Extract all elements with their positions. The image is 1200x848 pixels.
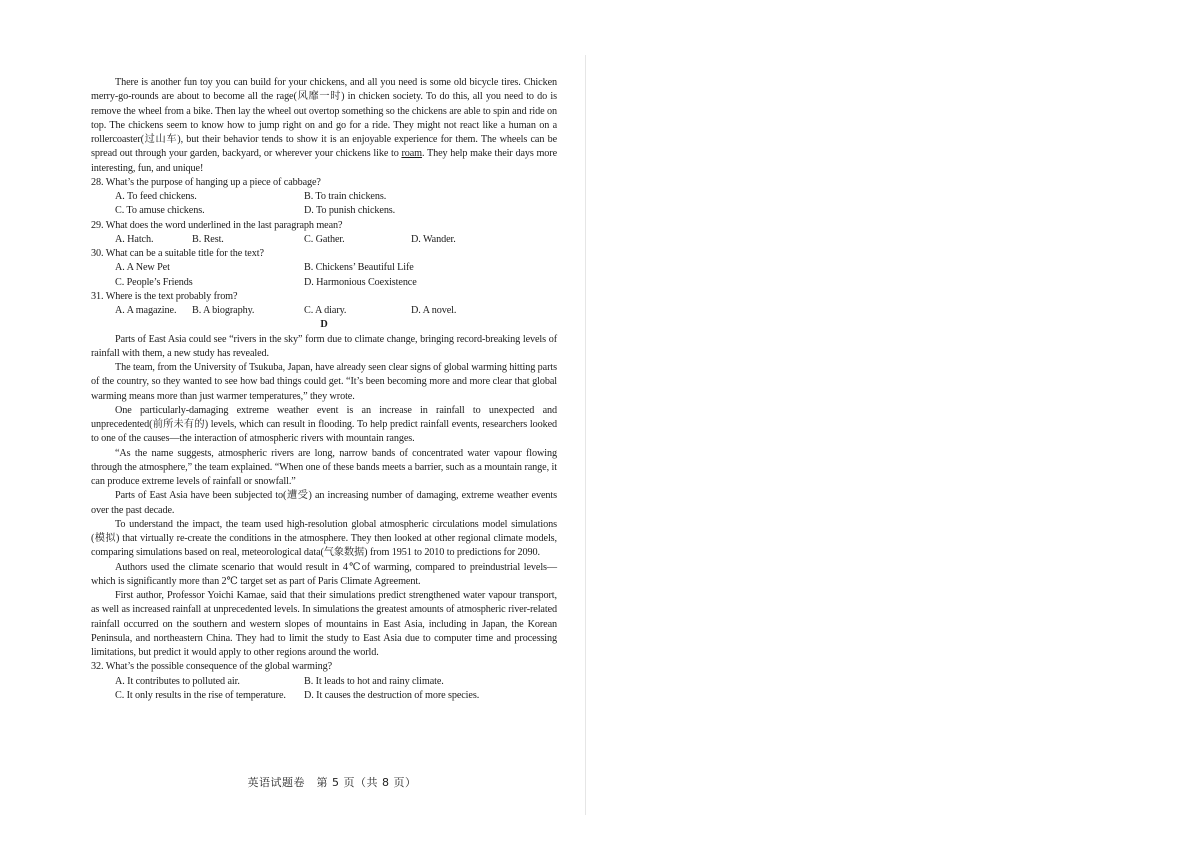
passage-d-paragraph: To understand the impact, the team used high-resolution global atmospheric circulations model simulations (模拟) that virtually re-create the conditions in the atmosphere. They then looked at other regional climate models, comparing simulations based on real, meteorological data(气象数据) from 1951 to 2010 to predictions for 2090.	[91, 518, 557, 559]
options-row	[91, 276, 557, 290]
options-row	[91, 233, 557, 247]
option-a: A. A New Pet	[115, 262, 170, 274]
option-d: D. Harmonious Coexistence	[304, 276, 417, 288]
question-stem: 28. What’s the purpose of hanging up a piece of cabbage?	[91, 176, 321, 188]
underlined-word: roam	[401, 148, 422, 160]
option-b: B. It leads to hot and rainy climate.	[304, 675, 444, 687]
option-a: A. Hatch.	[115, 233, 154, 245]
option-b: B. Rest.	[192, 233, 224, 245]
question-stem: 29. What does the word underlined in the last paragraph mean?	[91, 219, 343, 231]
paragraph-text: There is another fun toy you can build for your chickens, and all you need is some old bicycle tires. Chicken merry-go-rounds are about to become all the rage(风靡一时) in chicken society. To do this, all you need to do is remove the wheel from a bike. Then lay the wheel out overtop something so the chickens are able to spin and ride on top. The chickens seem to know how to jump right on and go for a ride. They might not react like a human on a rollercoaster(过山车), but their behavior tends to show it is an enjoyable experience for them. The wheels can be spread out through your garden, backyard, or wherever your chickens like to	[91, 77, 557, 160]
paragraph-text: . They help make their days more interesting, fun, and unique!	[91, 148, 557, 174]
option-b: B. Chickens’ Beautiful Life	[304, 262, 414, 274]
text-column	[91, 76, 557, 703]
option-b: B. A biography.	[192, 305, 255, 316]
section-heading: D	[320, 319, 328, 331]
option-a: A. A magazine.	[115, 305, 177, 316]
option-d: D. It causes the destruction of more species.	[304, 689, 480, 701]
passage-d-paragraph: Parts of East Asia have been subjected to(遭受) an increasing number of damaging, extreme weather events over the past decade.	[91, 490, 557, 516]
page-footer: 英语试题卷 第 5 页（共 8 页）	[247, 776, 417, 789]
options-row	[91, 304, 557, 318]
passage-d-paragraph: First author, Professor Yoichi Kamae, said that their simulations predict strengthened water vapour transport, as well as increased rainfall at unprecedented levels. In simulations the greatest amounts of atmospheric river-related rainfall occurred on the southern and western slopes of mountains in East Asia, including in Japan, the Korean Peninsula, and northeastern China. They had to limit the study to East Asia due to computer time and processing limitations, but predict it would apply to other regions around the world.	[91, 590, 557, 658]
page-fold-line	[585, 55, 586, 815]
passage-d-paragraph: The team, from the University of Tsukuba, Japan, have already seen clear signs of global warming hitting parts of the country, so they wanted to see how bad things could get. “It’s been becoming more and more clear that global warming means more than just warmer temperatures,” they wrote.	[91, 362, 557, 402]
option-d: D. To punish chickens.	[304, 205, 396, 217]
option-c: C. A diary.	[304, 305, 347, 316]
passage-d-paragraph: One particularly-damaging extreme weather event is an increase in rainfall to unexpected and unprecedented(前所未有的) levels, which can result in flooding. To help predict rainfall events, researchers looked to one of the causes—the interaction of atmospheric rivers with mountain ranges.	[91, 404, 557, 445]
question-stem: 32. What’s the possible consequence of the global warming?	[91, 661, 332, 673]
passage-d-paragraph: “As the name suggests, atmospheric rivers are long, narrow bands of concentrated water vapour flowing through the atmosphere,” the team explained. “When one of these bands meets a barrier, such as a mountain range, it can produce extreme levels of rainfall or snowfall.”	[91, 447, 557, 487]
question-stem: 30. What can be a suitable title for the text?	[91, 248, 264, 259]
options-row	[91, 689, 557, 703]
option-c: C. Gather.	[304, 233, 345, 245]
option-a: A. It contributes to polluted air.	[115, 675, 240, 687]
option-b: B. To train chickens.	[304, 191, 387, 202]
options-row	[91, 204, 557, 218]
question-stem: 31. Where is the text probably from?	[91, 290, 238, 302]
option-d: D. Wander.	[411, 233, 456, 245]
passage-c-last-paragraph	[91, 76, 557, 176]
passage-d-paragraph: Parts of East Asia could see “rivers in the sky” form due to climate change, bringing record-breaking levels of rainfall with them, a new study has revealed.	[91, 333, 557, 359]
option-a: A. To feed chickens.	[115, 191, 197, 202]
passage-d-paragraph: Authors used the climate scenario that would result in 4℃of warming, compared to preindustrial levels—which is significantly more than 2℃ target set as part of Paris Climate Agreement.	[91, 561, 557, 587]
option-c: C. It only results in the rise of temperature.	[115, 689, 286, 701]
option-d: D. A novel.	[411, 305, 457, 316]
option-c: C. To amuse chickens.	[115, 205, 205, 217]
options-row	[91, 675, 557, 689]
option-c: C. People’s Friends	[115, 276, 193, 288]
options-row	[91, 261, 557, 275]
options-row	[91, 190, 557, 204]
